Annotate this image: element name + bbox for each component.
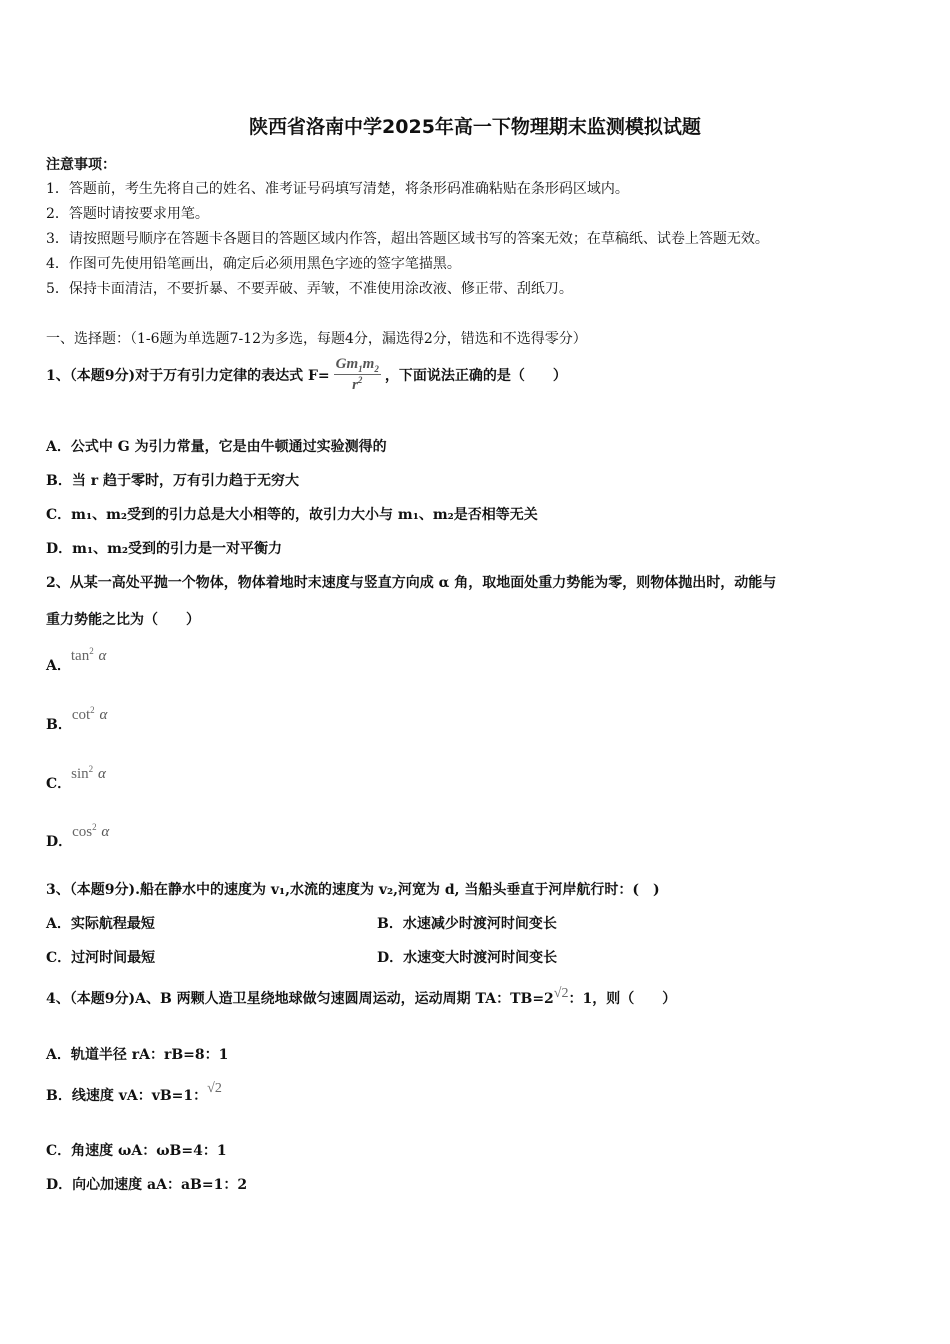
option-3d: D．水速变大时渡河时间变长 [377, 950, 558, 966]
option-1a: A．公式中 G 为引力常量，它是由牛顿通过实验测得的 [46, 439, 387, 455]
notice-item: 2．答题时请按要求用笔。 [46, 206, 209, 222]
option-4a: A．轨道半径 rA：rB=8：1 [46, 1047, 229, 1063]
question-1-stem [46, 352, 567, 398]
option-1c: C．m₁、m₂受到的引力总是大小相等的，故引力大小与 m₁、m₂是否相等无关 [46, 507, 538, 523]
option-2c: C．$\sin^2 \alpha$ [46, 764, 106, 792]
section-heading: 一、选择题：（1-6题为单选题7-12为多选，每题4分，漏选得2分，错选和不选得零分） [46, 331, 587, 347]
page-title: 陕西省洛南中学2025年高一下物理期末监测模拟试题 [249, 116, 701, 138]
option-1b: B．当 r 趋于零时，万有引力趋于无穷大 [46, 473, 299, 489]
option-2b: B．$\cot^2 \alpha$ [46, 705, 108, 733]
question-2-stem-line2: 重力势能之比为（ ） [46, 612, 200, 628]
notice-heading: 注意事项： [46, 157, 116, 173]
option-3b: B．水速减少时渡河时间变长 [377, 916, 557, 932]
option-3a: A．实际航程最短 [46, 916, 155, 932]
notice-item: 1．答题前，考生先将自己的姓名、准考证号码填写清楚，将条形码准确粘贴在条形码区域内。 [46, 181, 629, 197]
question-3-stem: 3、（本题9分).船在静水中的速度为 v₁,水流的速度为 v₂,河宽为 d, 当船头垂直于河岸航行时：( ) [46, 882, 660, 898]
option-1d: D．m₁、m₂受到的引力是一对平衡力 [46, 541, 283, 557]
option-2a: A．$\tan^2 \alpha$ [46, 646, 107, 674]
notice-item: 4．作图可先使用铅笔画出，确定后必须用黑色字迹的签字笔描黑。 [46, 256, 461, 272]
option-2d: D．$\cos^2 \alpha$ [46, 822, 110, 850]
gravitation-formula: $\frac{Gm_1m_2}{r^2}$ [335, 356, 379, 393]
question-1-prefix: 1、（本题9分)对于万有引力定律的表达式 F= [46, 368, 330, 384]
question-4-stem: 4、（本题9分)A、B 两颗人造卫星绕地球做匀速圆周运动，运动周期 TA：TB=2√2：1，则（ ） [46, 986, 677, 1007]
notice-item: 5．保持卡面清洁，不要折暴、不要弄破、弄皱，不准使用涂改液、修正带、刮纸刀。 [46, 281, 573, 297]
option-4c: C．角速度 ωA：ωB=4：1 [46, 1143, 227, 1159]
option-4d: D．向心加速度 aA：aB=1：2 [46, 1177, 248, 1193]
sqrt-two: √2 [207, 1081, 222, 1096]
notice-item: 3．请按照题号顺序在答题卡各题目的答题区域内作答，超出答题区域书写的答案无效；在草稿纸、试卷上答题无效。 [46, 231, 769, 247]
question-1-suffix: ，下面说法正确的是（ ） [384, 368, 567, 384]
sqrt-two: √2 [553, 986, 569, 1001]
option-4b: B．线速度 vA：vB=1：√2 [46, 1081, 222, 1104]
option-3c: C．过河时间最短 [46, 950, 156, 966]
question-2-stem-line1: 2、从某一高处平抛一个物体，物体着地时末速度与竖直方向成 α 角，取地面处重力势能为零，则物体抛出时，动能与 [46, 575, 777, 591]
